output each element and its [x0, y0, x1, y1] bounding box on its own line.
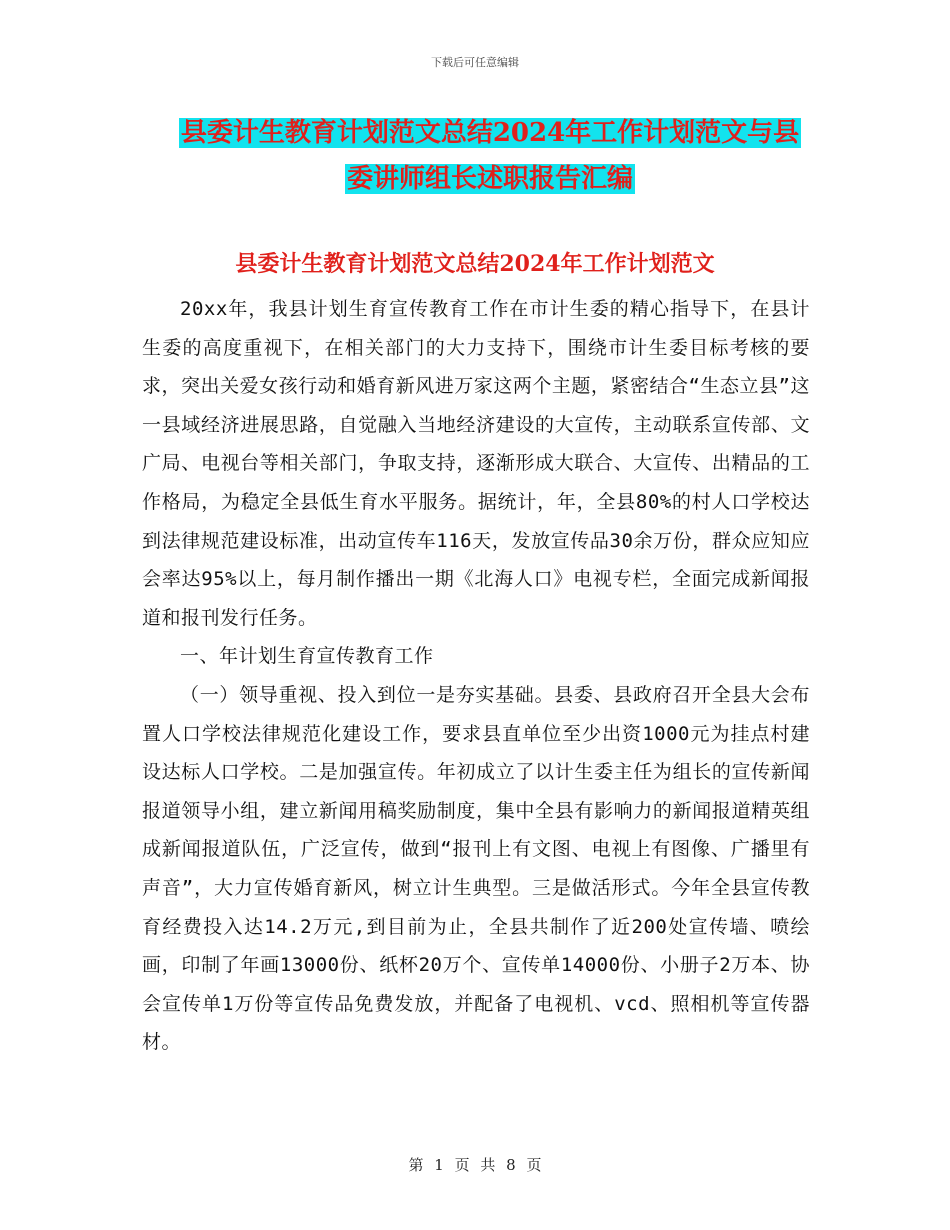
document-title-line-1: 县委计生教育计划范文总结2024年工作计划范文与县	[180, 118, 800, 148]
document-title-line-2: 委讲师组长述职报告汇编	[346, 164, 633, 194]
paragraph-intro: 20xx年，我县计划生育宣传教育工作在市计生委的精心指导下，在县计生委的高度重视下，在相关部门的大力支持下，围绕市计生委目标考核的要求，突出关爱女孩行动和婚育新风进万家这两个主题，紧密结合“生态立县”这一县域经济进展思路，自觉融入当地经济建设的大宣传，主动联系宣传部、文广局、电视台等相关部门，争取支持，逐渐形成大联合、大宣传、出精品的工作格局，为稳定全县低生育水平服务。据统计，年，全县80%的村人口学校达到法律规范建设标准，出动宣传车116天，发放宣传品30余万份，群众应知应会率达95%以上，每月制作播出一期《北海人口》电视专栏，全面完成新闻报道和报刊发行任务。	[142, 298, 810, 629]
paragraph-heading: 一、年计划生育宣传教育工作	[180, 645, 434, 668]
document-body	[142, 290, 810, 1062]
paragraph-leadership: （一）领导重视、投入到位一是夯实基础。县委、县政府召开全县大会布置人口学校法律规范化建设工作，要求县直单位至少出资1000元为挂点村建设达标人口学校。二是加强宣传。年初成立了以计生委主任为组长的宣传新闻报道领导小组，建立新闻用稿奖励制度，集中全县有影响力的新闻报道精英组成新闻报道队伍，广泛宣传，做到“报刊上有文图、电视上有图像、广播里有声音”，大力宣传婚育新风，树立计生典型。三是做活形式。今年全县宣传教育经费投入达14.2万元,到目前为止，全县共制作了近200处宣传墙、喷绘画，印制了年画13000份、纸杯20万个、宣传单14000份、小册子2万本、协会宣传单1万份等宣传品免费发放，并配备了电视机、vcd、照相机等宣传器材。	[142, 683, 810, 1054]
header-note: 下载后可任意编辑	[431, 56, 519, 69]
page-footer: 第 1 页 共 8 页	[408, 1156, 542, 1174]
section-title: 县委计生教育计划范文总结2024年工作计划范文	[235, 251, 715, 277]
document-title	[140, 110, 840, 202]
